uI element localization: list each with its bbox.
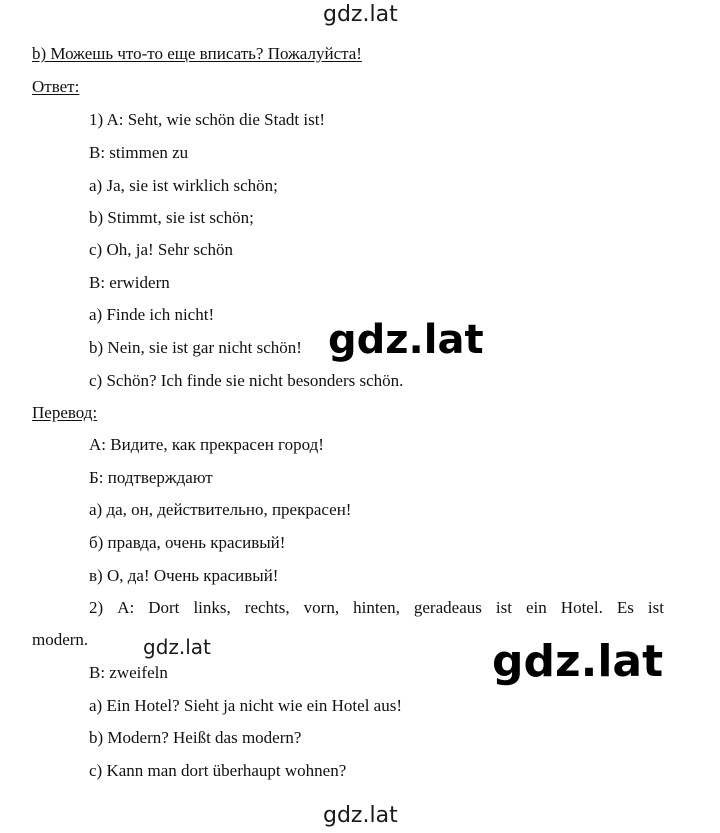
item2-word: Hotel. bbox=[560, 598, 603, 617]
item2-line: c) Kann man dort überhaupt wohnen? bbox=[89, 761, 347, 780]
translation-line: Б: подтверждают bbox=[89, 468, 213, 487]
translation-line: б) правда, очень красивый! bbox=[89, 533, 286, 552]
item2-continuation: modern. bbox=[32, 630, 89, 649]
item2-word: A: bbox=[117, 598, 135, 617]
watermark-bottom: gdz.lat bbox=[323, 803, 398, 828]
item2-word: hinten, bbox=[353, 598, 400, 617]
item2-line: b) Modern? Heißt das modern? bbox=[89, 728, 302, 747]
item2-word: Es bbox=[616, 598, 634, 617]
answer-line: b) Nein, sie ist gar nicht schön! bbox=[89, 338, 302, 357]
item2-word: ist bbox=[647, 598, 664, 617]
answer-line: 1) A: Seht, wie schön die Stadt ist! bbox=[89, 110, 326, 129]
watermark-small: gdz.lat bbox=[143, 635, 211, 659]
task-heading: b) Можешь что-то еще вписать? Пожалуйста! bbox=[32, 44, 362, 63]
item2-word: geradeaus bbox=[413, 598, 482, 617]
watermark-large: gdz.lat bbox=[492, 636, 664, 687]
item2-word: Dort bbox=[148, 598, 180, 617]
item2-word: rechts, bbox=[244, 598, 290, 617]
translation-line: в) О, да! Очень красивый! bbox=[89, 566, 279, 585]
item2-word: vorn, bbox=[303, 598, 340, 617]
translation-line: А: Видите, как прекрасен город! bbox=[89, 435, 324, 454]
item2-line: a) Ein Hotel? Sieht ja nicht wie ein Hotel aus! bbox=[89, 696, 402, 715]
answer-line: B: stimmen zu bbox=[89, 143, 189, 162]
answer-line: c) Schön? Ich finde sie nicht besonders schön. bbox=[89, 371, 404, 390]
answer-line: c) Oh, ja! Sehr schön bbox=[89, 240, 233, 259]
item2-line: B: zweifeln bbox=[89, 663, 168, 682]
translation-line: а) да, он, действительно, прекрасен! bbox=[89, 500, 352, 519]
watermark-top: gdz.lat bbox=[323, 2, 398, 27]
answer-line: B: erwidern bbox=[89, 273, 170, 292]
answer-line: a) Ja, sie ist wirklich schön; bbox=[89, 176, 278, 195]
item2-first-line bbox=[89, 599, 664, 616]
item2-word: links, bbox=[193, 598, 231, 617]
item2-word: ist bbox=[495, 598, 512, 617]
answer-line: a) Finde ich nicht! bbox=[89, 305, 215, 324]
answer-line: b) Stimmt, sie ist schön; bbox=[89, 208, 254, 227]
watermark-middle: gdz.lat bbox=[328, 317, 484, 363]
answer-label: Ответ: bbox=[32, 77, 80, 96]
item2-word: ein bbox=[525, 598, 547, 617]
item2-word: 2) bbox=[89, 598, 104, 617]
translation-label: Перевод: bbox=[32, 403, 98, 422]
